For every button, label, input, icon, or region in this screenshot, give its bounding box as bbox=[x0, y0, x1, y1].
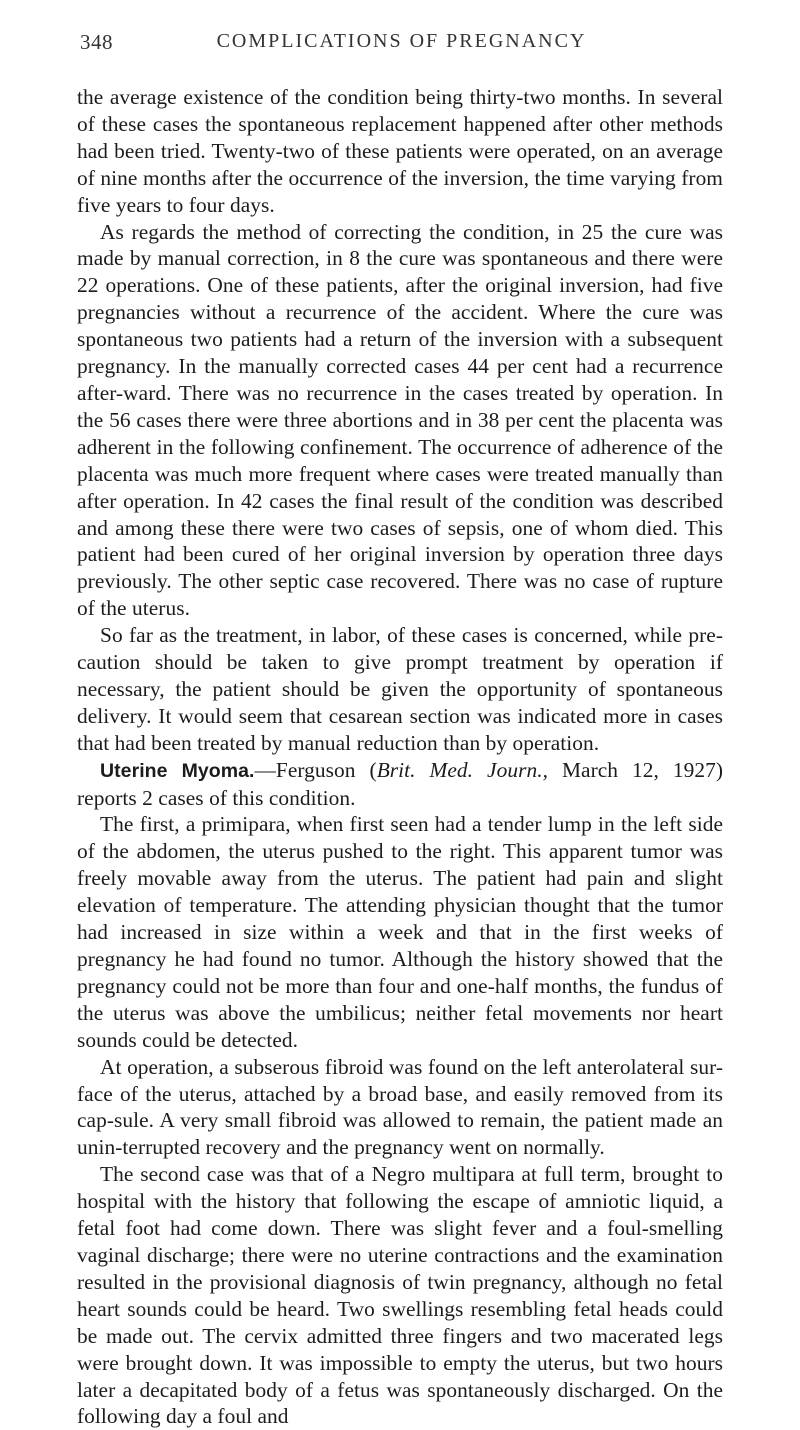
paragraph-uterine-myoma bbox=[77, 757, 723, 812]
citation-trail: March 12, 1927) reports 2 cases of this condition. bbox=[77, 757, 723, 810]
body-text bbox=[77, 84, 723, 1430]
citation-lead: —Ferguson ( bbox=[254, 757, 377, 782]
paragraph-operation: At operation, a subserous fibroid was found on the left anterolateral sur-face of the uterus, attached by a broad base, and easily removed from its cap-sule. A very small fibroid was allowed to remain, the patient made an unin-terrupted recovery and the pregnancy went on normally. bbox=[77, 1054, 723, 1160]
paragraph-continuation: the average existence of the condition being thirty-two months. In several of these cases the spontaneous replacement happened after other methods had been tried. Twenty-two of these patients were operated, on an average of nine months after the occurrence of the inversion, the time varying from five years to four days. bbox=[77, 85, 723, 217]
journal-citation: Brit. Med. Journ., bbox=[376, 757, 548, 782]
page-number: 348 bbox=[80, 30, 113, 54]
paragraph-treatment-in-labor: So far as the treatment, in labor, of these cases is concerned, while pre-caution should be taken to give prompt treatment by operation if necessary, the patient should be given the opportunity of spontaneous delivery. It would seem that cesarean section was indicated more in cases that had been treated by manual reduction than by operation. bbox=[77, 623, 723, 755]
paragraph-second-case: The second case was that of a Negro multipara at full term, brought to hospital with the history that following the escape of amniotic liquid, a fetal foot had come down. There was slight fever and a foul-smelling vaginal discharge; there were no uterine contractions and the examination resulted in the provisional diagnosis of twin pregnancy, although no fetal heart sounds could be heard. Two swellings resembling fetal heads could be made out. The cervix admitted three fingers and two macerated legs were brought down. It was impossible to empty the uterus, but two hours later a decapitated body of a fetus was spontaneously discharged. On the following day a foul and bbox=[77, 1162, 723, 1429]
section-heading-uterine-myoma: Uterine Myoma. bbox=[100, 759, 255, 782]
page-header bbox=[80, 30, 723, 58]
running-head: COMPLICATIONS OF PREGNANCY bbox=[216, 30, 587, 52]
paragraph-correction-method: As regards the method of correcting the condition, in 25 the cure was made by manual correction, in 8 the cure was spontaneous and there were 22 operations. One of these patients, after the original inversion, had five pregnancies without a recurrence of the accident. Where the cure was spontaneous two patients had a return of the inversion with a subsequent pregnancy. In the manually corrected cases 44 per cent had a recurrence after-ward. There was no recurrence in the cases treated by operation. In the 56 cases there were three abortions and in 38 per cent the placenta was adherent in the following confinement. The occurrence of adherence of the placenta was much more frequent where cases were treated manually than after operation. In 42 cases the final result of the condition was described and among these there were two cases of sepsis, one of whom died. This patient had been cured of her original inversion by operation three days previously. The other septic case recovered. There was no case of rupture of the uterus. bbox=[77, 219, 723, 621]
paragraph-first-case: The first, a primipara, when first seen had a tender lump in the left side of the abdomen, the uterus pushed to the right. This apparent tumor was freely movable away from the uterus. The patient had pain and slight elevation of temperature. The attending physician thought that the tumor had increased in size within a week and that in the first weeks of pregnancy he had found no tumor. Although the history showed that the pregnancy could not be more than four and one-half months, the fundus of the uterus was above the umbilicus; neither fetal movements nor heart sounds could be detected. bbox=[77, 812, 723, 1052]
